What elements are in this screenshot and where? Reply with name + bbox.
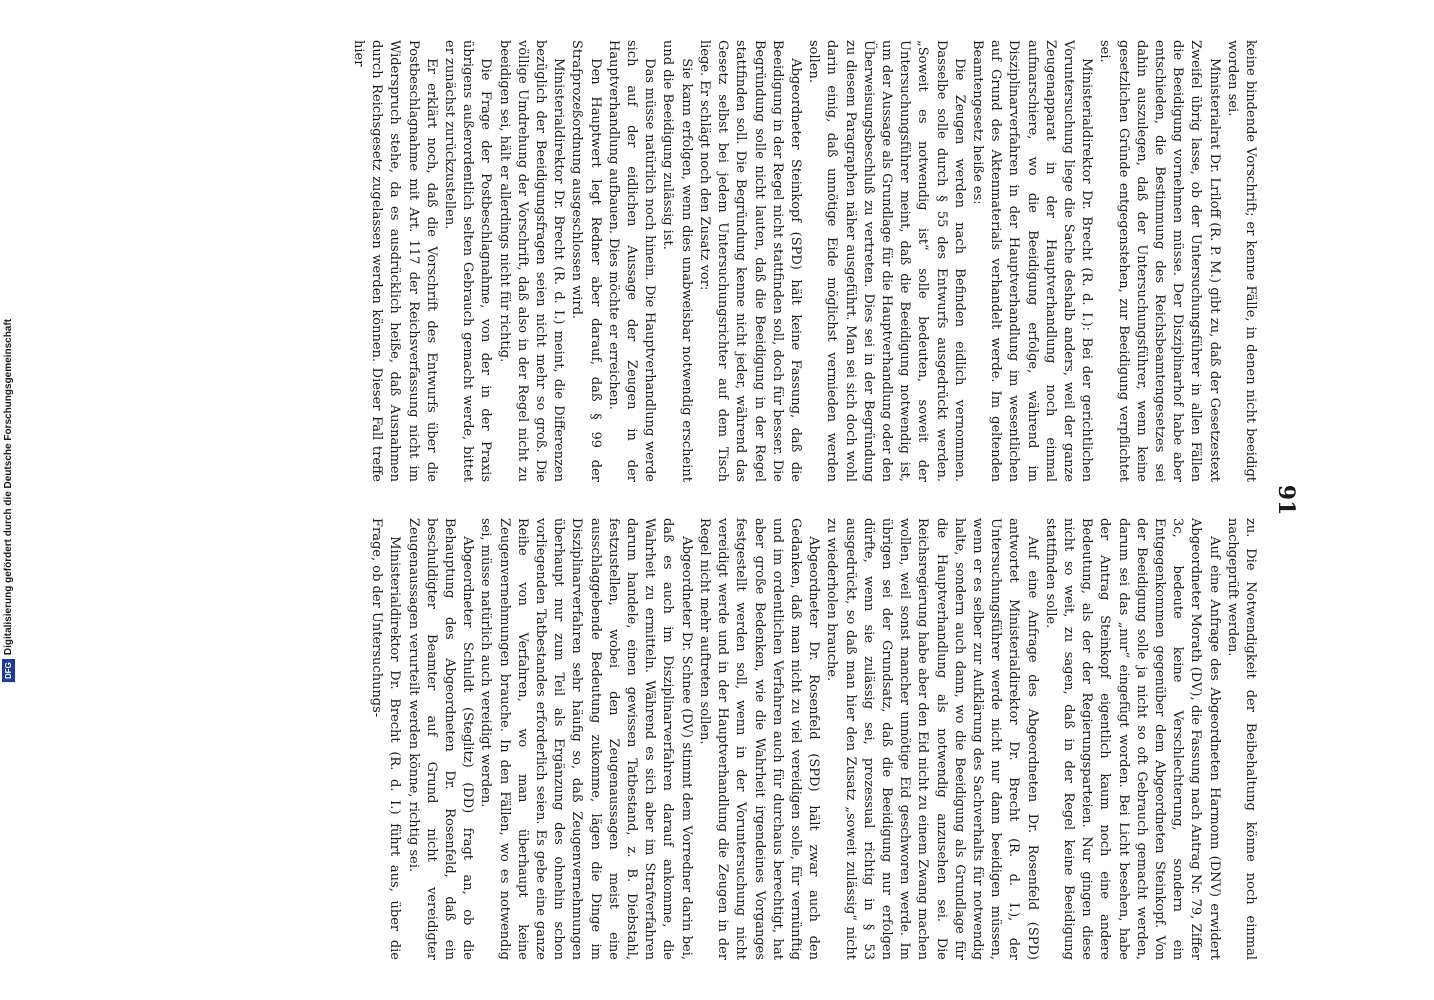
paragraph: Sie kann erfolgen, wenn dies unabweisbar notwendig erscheint und die Beeidigung zulässig ist. xyxy=(660,40,694,482)
paragraph: Das müsse natürlich noch hinein. Die Hauptverhandlung werde sich auf der eidlichen Aussage der Zeugen in der Hauptverhandlung aufbauen. Dies möchte er erreichen. xyxy=(605,40,658,482)
paragraph: Abgeordneter Schuldt (Steglitz) (DD) fragt an, ob die Behauptung des Abgeordneten Dr. Rosenfeld, daß ein beschuldigter Beamter auf Grund nicht vereidigter Zeugenaussagen verurteilt werden könne, richtig sei. xyxy=(405,518,476,960)
paragraph: Ministerialdirektor Dr. Brecht (R. d. I.) führt aus, über die Frage, ob der Untersuchungs- xyxy=(369,518,403,960)
paragraph: Er erklärt noch, daß die Vorschrift des Entwurfs über die Postbeschlagnahme mit Art. 117 der Reichsverfassung nicht im Widerspruch stehe, da es ausdrücklich heiße, daß Ausnahmen durch Reichsgesetz zugelassen werden können. Dieser Fall treffe hier xyxy=(351,40,439,482)
page-number: 91 xyxy=(1273,484,1299,516)
right-column xyxy=(177,518,1259,960)
paragraph: zu. Die Notwendigkeit der Beibehaltung könne noch einmal nachgeprüft werden. xyxy=(1224,518,1258,960)
document-page xyxy=(147,0,1307,1000)
paragraph: Die Frage der Postbeschlagnahme, von der in der Praxis übrigens außerordentlich selten Gebrauch gemacht werde, bittet er zunächst zurückzustellen. xyxy=(442,40,494,482)
paragraph: Die Zeugen werden nach Befinden eidlich vernommen. Dasselbe solle durch § 55 des Entwurfs ausgedrückt werden. „Soweit es notwendig ist“ solle bedeuten, soweit der Untersuchungsführer meint, daß die Beeidigung notwendig ist, um der Aussage als Grundlage für die Hauptverhandlung oder den Überweisungsbeschluß zu vertreten. Dies sei in der Begründung zu diesem Paragraphen näher ausgeführt. Man sei sich doch wohl darin einig, daß unnötige Eide möglichst vermieden werden sollen. xyxy=(806,40,967,482)
paragraph: Abgeordneter Dr. Rosenfeld (SPD) hält zwar auch den Gedanken, daß man nicht zu viel vereidigen solle, für vernünftig und im ordentlichen Verfahren auch für durchaus berechtigt, hat aber große Bedenken, wie die Wahrheit irgendeines Vorganges festgestellt werden soll, wenn in der Voruntersuchung nicht vereidigt werde und in der Hauptverhandlung die Zeugen in der Regel nicht mehr auftreten sollen. xyxy=(696,518,822,960)
paragraph: Abgeordneter Steinkopf (SPD) hält keine Fassung, daß die Beeidigung in der Regel nicht stattfinden soll, doch für besser. Die Begründung solle nicht lauten, daß die Beeidigung in der Regel stattfinden soll. Die Begründung kenne nicht jeder, während das Gesetz selbst bei jedem Untersuchungsrichter auf dem Tisch liege. Er schlägt noch den Zusatz vor: xyxy=(696,40,803,482)
paragraph: Ministerialdirektor Dr. Brecht (R. d. I.): Bei der gerichtlichen Voruntersuchung liege die Sache deshalb anders, weil der ganze Zeugenapparat in der Hauptverhandlung noch einmal aufmarschiere, wo die Beeidigung erfolge, während im Disziplinarverfahren in der Hauptverhandlung im wesentlichen auf Grund des Aktenmaterials verhandelt werde. Im geltenden Beamtengesetz heiße es: xyxy=(969,40,1095,482)
digitization-imprint xyxy=(0,0,18,1000)
paragraph: Ministerialdirektor Dr. Brecht (R. d. I.) meint, die Differenzen bezüglich der Beeidigungsfragen seien nicht mehr so groß. Die völlige Umdrehung der Vorschrift, daß also in der Regel nicht zu beeidigen sei, hält er allerdings nicht für richtig. xyxy=(496,40,567,482)
left-column xyxy=(177,40,1259,482)
text-columns xyxy=(177,40,1259,960)
paragraph: Den Hauptwert legt Redner aber darauf, daß § 99 der Strafprozeßordnung ausgeschlossen wird. xyxy=(569,40,603,482)
imprint-text: Digitalisierung gefördert durch die Deutsche Forschungsgemeinschaft xyxy=(3,318,15,655)
paragraph: Ministerialrat Dr. Lriloff (R. P. M.) gibt zu, daß der Gesetzestext Zweifel übrig lasse, ob der Untersuchungsführer in allen Fällen die Beeidigung vornehmen müsse. Der Disziplinarhof habe aber entschieden, die Bestimmung des Reichsbeamtengesetzes sei dahin auszulegen, daß der Untersuchungsführer, wenn keine gesetzlichen Gründe entgegenstehen, zur Beeidigung verpflichtet sei. xyxy=(1097,40,1222,482)
paragraph: Auf eine Anfrage des Abgeordneten Dr. Rosenfeld (SPD) antwortet Ministerialdirektor Dr. Brecht (R. d. I.), der Untersuchungsführer werde nicht nur dann beeidigen müssen, wenn er es selber zur Aufklärung des Sachverhalts für notwendig halte, sondern auch dann, wo die Beeidigung als Grundlage für die Hauptverhandlung als notwendig anzusehen sei. Die Reichsregierung habe aber den Eid nicht zu einem Zwang machen wollen, weil sonst mancher unnötige Eid geschworen werde. Im übrigen sei der Grundsatz, daß die Beeidigung nur erfolgen dürfte, wenn sie zulässig sei, prozessual richtig in § 53 ausgedrückt, so daß man hier den Zusatz „soweit zulässig“ nicht zu wiederholen brauche. xyxy=(824,518,1040,960)
paragraph: Abgeordneter Dr. Schnee (DV) stimmt dem Vorredner darin bei, daß es auch im Disziplinarverfahren darauf ankomme, die Wahrheit zu ermitteln. Während es sich aber im Strafverfahren darum handele, einen gewissen Tatbestand, z. B. Diebstahl, festzustellen, wobei den Zeugenaussagen meist eine ausschlaggebende Bedeutung zukomme, lägen die Dinge im Disziplinarverfahren sehr häufig so, daß Zeugenvernehmungen überhaupt nur zum Teil als Ergänzung des ohnehin schon vorliegenden Tatbestandes erforderlich seien. Es gebe eine ganze Reihe von Verfahren, wo man überhaupt keine Zeugenvernehmungen brauche. In den Fällen, wo es notwendig sei, müsse natürlich auch vereidigt werden. xyxy=(478,518,694,960)
paragraph: Auf eine Anfrage des Abgeordneten Harmonn (DNV) erwidert Abgeordneter Morath (DV), die Fassung nach Antrag Nr. 79, Ziffer 3c, bedeute keine Verschlechterung, sondern ein Entgegenkommen gegenüber dem Abgeordneten Steinkopf. Von der Beeidigung solle ja nicht so oft Gebrauch gemacht werden, darum sei das „nur“ eingefügt worden. Bei Licht besehen, habe der Antrag Steinkopf eigentlich kaum noch eine andere Bedeutung, als der der Regierungsparteien. Nur gingen diese nicht so weit, zu sagen, daß in der Regel keine Beeidigung stattfinden solle. xyxy=(1042,518,1222,960)
paragraph: keine bindende Vorschrift; er kenne Fälle, in denen nicht beeidigt worden sei. xyxy=(1224,40,1258,482)
dfg-logo: DFG xyxy=(3,659,16,682)
